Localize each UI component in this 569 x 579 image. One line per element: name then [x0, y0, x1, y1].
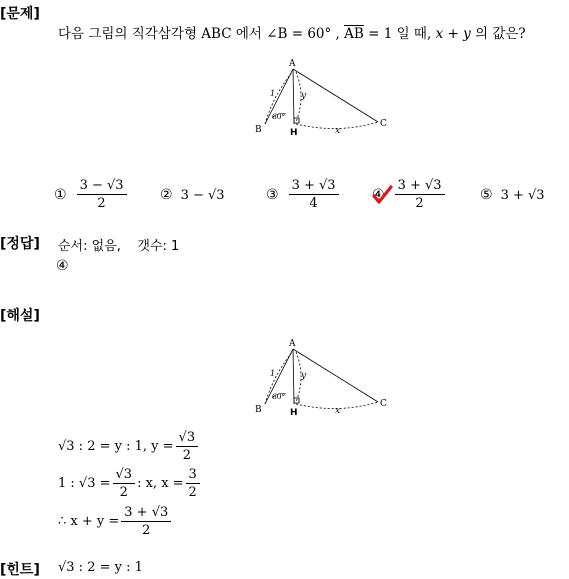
exp2-b: : x,: [137, 476, 158, 491]
exp2-num: √3: [113, 467, 136, 484]
answer-info: [58, 235, 179, 254]
vertex-a: A: [289, 59, 296, 69]
exp3-a: ∴ x + y =: [58, 514, 120, 529]
choice-1-den: 2: [97, 196, 106, 211]
vertex-c-2: C: [380, 399, 387, 409]
exp2-c: x =: [161, 476, 184, 491]
question-text: [58, 22, 526, 42]
explanation-line-2: [58, 467, 202, 500]
choice-1-num: 3 − √3: [77, 178, 127, 195]
label-1: 1: [270, 89, 276, 98]
choice-3[interactable]: [266, 178, 341, 211]
exp3-frac: [121, 505, 171, 538]
question-label: [문제]: [0, 6, 40, 22]
exp3-num: 3 + √3: [121, 505, 171, 522]
choice-5-marker: ⑤: [480, 187, 493, 203]
segment-ab: AB: [344, 26, 364, 42]
label-x: x: [335, 126, 341, 136]
exp1-den: 2: [182, 448, 191, 463]
answer-order: 순서: 없음,: [58, 239, 121, 254]
answer-label: [정답]: [0, 236, 40, 252]
vertex-h: H: [290, 128, 298, 138]
vertex-h-2: H: [290, 408, 298, 418]
question-suffix: 의 값은?: [475, 26, 526, 42]
exp1-b: y =: [151, 439, 174, 454]
choice-3-marker: ③: [266, 186, 279, 203]
exp1-num: √3: [176, 430, 199, 447]
explanation-line-3: [58, 505, 173, 538]
exp2-den2: 2: [188, 485, 197, 500]
vertex-c: C: [380, 119, 387, 129]
vertex-b: B: [255, 125, 262, 135]
question-prefix: 다음 그림의 직각삼각형 ABC 에서 ∠B = 60° ,: [58, 26, 340, 42]
exp1-frac: [176, 430, 199, 463]
angle-label: 60°: [272, 112, 286, 121]
label-y: y: [301, 91, 307, 101]
exp2-num2: 3: [186, 467, 200, 484]
exp2-frac: [113, 467, 136, 500]
angle-label-2: 60°: [272, 392, 286, 401]
choice-1-marker: ①: [54, 186, 67, 203]
choice-4-fraction: [395, 178, 445, 211]
choice-4-num: 3 + √3: [395, 178, 445, 195]
choice-3-fraction: [289, 178, 339, 211]
answer-count: 갯수: 1: [137, 239, 180, 254]
hint-label: [힌트]: [0, 562, 40, 578]
triangle-figure-explanation: [248, 336, 396, 418]
choice-2-text: 3 − √3: [180, 187, 225, 203]
exp3-den: 2: [142, 523, 151, 538]
choice-1[interactable]: [54, 178, 129, 211]
label-x-2: x: [335, 406, 341, 416]
exp2-den: 2: [119, 485, 128, 500]
altitude-ah: [293, 69, 294, 124]
choice-2[interactable]: [160, 187, 225, 203]
vertex-a-2: A: [289, 339, 296, 349]
exp2-a: 1 : √3 =: [58, 476, 111, 491]
choice-4-marker-text: ④: [372, 186, 385, 203]
choice-3-den: 4: [309, 196, 318, 211]
choice-4-den: 2: [415, 196, 424, 211]
triangle-figure: [248, 56, 396, 138]
choice-4-marker: [372, 187, 385, 203]
vertex-b-2: B: [255, 405, 262, 415]
exp1-a: √3 : 2 = y : 1,: [58, 439, 148, 454]
choice-1-fraction: [77, 178, 127, 211]
question-expr: x + y: [435, 26, 471, 42]
choice-2-marker: ②: [160, 187, 173, 203]
label-1-2: 1: [270, 369, 276, 378]
hint-text: √3 : 2 = y : 1: [58, 560, 143, 575]
answer-value: ④: [56, 258, 69, 274]
check-mark-icon: [371, 185, 393, 205]
explanation-label: [해설]: [0, 308, 40, 324]
question-middle: = 1 일 때,: [368, 26, 432, 42]
choice-4[interactable]: [372, 178, 447, 211]
label-y-2: y: [301, 371, 307, 381]
choice-5-text: 3 + √3: [500, 187, 545, 203]
choice-3-num: 3 + √3: [289, 178, 339, 195]
choice-5[interactable]: [480, 187, 545, 203]
explanation-line-1: [58, 430, 200, 463]
exp2-frac2: [186, 467, 200, 500]
